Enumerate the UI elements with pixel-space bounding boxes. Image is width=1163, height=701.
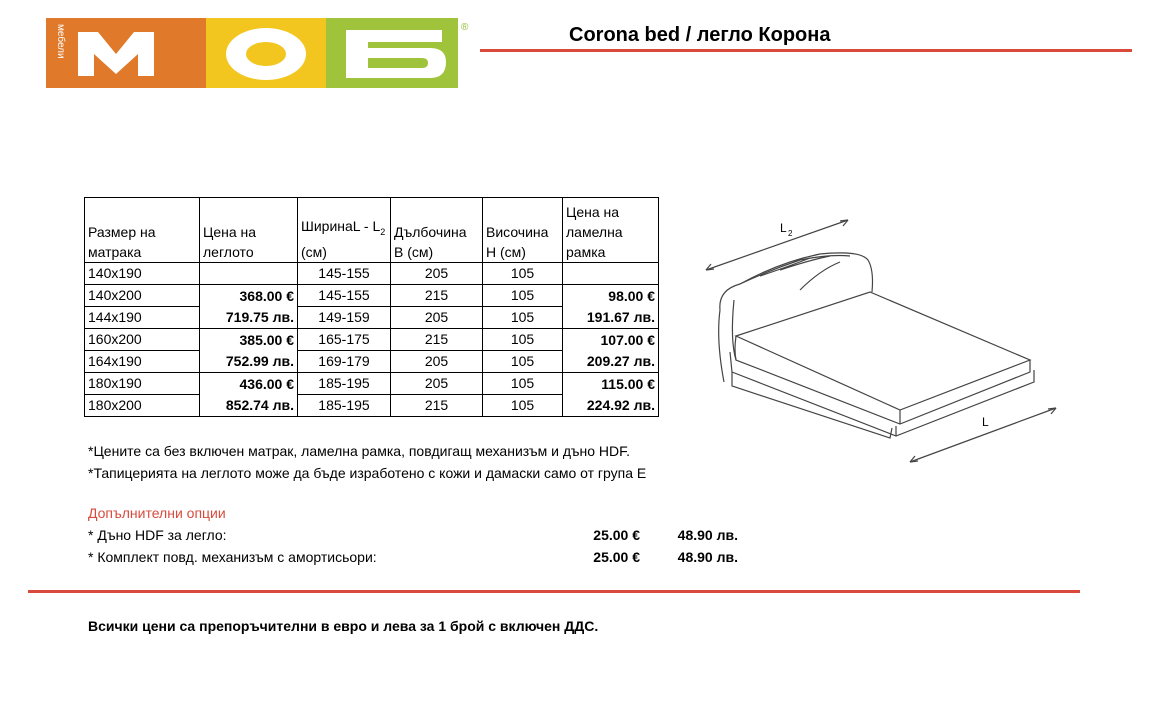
row-size: 144x190 bbox=[85, 307, 200, 329]
header-depth: Дълбочина B (см) bbox=[391, 198, 483, 263]
option-price-eur: 25.00 € bbox=[593, 527, 640, 543]
option-price-eur: 25.00 € bbox=[593, 549, 640, 565]
row-width: 185-195 bbox=[298, 395, 391, 417]
header-width bbox=[298, 198, 391, 263]
header-frame-price: Цена на ламелна рамка bbox=[563, 198, 659, 263]
row-width: 169-179 bbox=[298, 351, 391, 373]
frame-price-group-1 bbox=[563, 285, 659, 329]
row-height: 105 bbox=[483, 351, 563, 373]
option-label: * Комплект повд. механизъм с амортисьори: bbox=[88, 549, 377, 565]
header-width-label: ШиринаL - L bbox=[301, 218, 381, 235]
footer-note: Всички цени са препоръчителни в евро и лева за 1 брой с включен ДДС. bbox=[88, 618, 599, 634]
bed-drawing bbox=[700, 210, 1070, 470]
frame-cell-empty bbox=[563, 263, 659, 285]
price-table bbox=[84, 197, 659, 417]
table-row bbox=[85, 285, 659, 307]
frame-price-eur: 115.00 € bbox=[601, 375, 655, 392]
frame-price-group-2 bbox=[563, 329, 659, 373]
drawing-label-l: L bbox=[982, 415, 989, 429]
frame-price-eur: 107.00 € bbox=[600, 331, 655, 348]
option-row-hdf bbox=[88, 527, 738, 549]
title-divider bbox=[480, 49, 1132, 52]
note-line: *Тапицерията на леглото може да бъде изработено с кожи и дамаски само от група E bbox=[88, 465, 647, 481]
row-height: 105 bbox=[483, 395, 563, 417]
page-title: Corona bed / легло Корона bbox=[569, 24, 831, 46]
option-label: * Дъно HDF за легло: bbox=[88, 527, 227, 543]
row-depth: 205 bbox=[391, 373, 483, 395]
option-row-mechanism bbox=[88, 549, 738, 571]
row-width: 145-155 bbox=[298, 263, 391, 285]
header-size: Размер на матрака bbox=[85, 198, 200, 263]
row-width: 145-155 bbox=[298, 285, 391, 307]
option-price-lev: 48.90 лв. bbox=[677, 527, 738, 543]
bed-price-eur: 436.00 € bbox=[239, 375, 294, 392]
bed-price-lev: 719.75 лв. bbox=[225, 308, 294, 325]
row-width: 185-195 bbox=[298, 373, 391, 395]
note-line: *Цените са без включен матрак, ламелна рамка, повдигащ механизъм и дъно HDF. bbox=[88, 443, 630, 459]
drawing-label-l2-sub: 2 bbox=[788, 229, 793, 238]
row-height: 105 bbox=[483, 307, 563, 329]
price-cell-empty bbox=[200, 263, 298, 285]
header-width-sub: 2 bbox=[380, 227, 386, 237]
bed-price-eur: 385.00 € bbox=[239, 331, 294, 348]
frame-price-group-3 bbox=[563, 373, 659, 417]
row-depth: 205 bbox=[391, 263, 483, 285]
row-height: 105 bbox=[483, 263, 563, 285]
header-height: Височина H (см) bbox=[483, 198, 563, 263]
bed-price-lev: 752.99 лв. bbox=[225, 352, 294, 369]
bed-price-group-1 bbox=[200, 285, 298, 329]
bed-price-eur: 368.00 € bbox=[239, 287, 294, 304]
row-size: 140x190 bbox=[85, 263, 200, 285]
bed-price-group-2 bbox=[200, 329, 298, 373]
row-height: 105 bbox=[483, 329, 563, 351]
frame-price-lev: 224.92 лв. bbox=[586, 396, 655, 413]
frame-price-lev: 191.67 лв. bbox=[586, 308, 655, 325]
row-depth: 205 bbox=[391, 307, 483, 329]
row-size: 180x200 bbox=[85, 395, 200, 417]
row-size: 160x200 bbox=[85, 329, 200, 351]
table-header-row bbox=[85, 198, 659, 263]
frame-price-eur: 98.00 € bbox=[608, 287, 655, 304]
row-size: 180x190 bbox=[85, 373, 200, 395]
row-size: 164x190 bbox=[85, 351, 200, 373]
row-depth: 215 bbox=[391, 329, 483, 351]
header-price: Цена на леглото bbox=[200, 198, 298, 263]
table-row bbox=[85, 373, 659, 395]
row-depth: 215 bbox=[391, 395, 483, 417]
header-width-unit: (см) bbox=[301, 244, 327, 260]
option-price-lev: 48.90 лв. bbox=[677, 549, 738, 565]
table-row bbox=[85, 329, 659, 351]
bed-price-lev: 852.74 лв. bbox=[225, 396, 294, 413]
row-depth: 215 bbox=[391, 285, 483, 307]
bed-price-group-3 bbox=[200, 373, 298, 417]
row-width: 149-159 bbox=[298, 307, 391, 329]
table-row bbox=[85, 263, 659, 285]
company-logo bbox=[46, 18, 458, 88]
frame-price-lev: 209.27 лв. bbox=[586, 352, 655, 369]
row-size: 140x200 bbox=[85, 285, 200, 307]
row-depth: 205 bbox=[391, 351, 483, 373]
trademark-symbol: ® bbox=[461, 22, 469, 33]
footer-divider bbox=[28, 590, 1080, 593]
row-height: 105 bbox=[483, 373, 563, 395]
row-height: 105 bbox=[483, 285, 563, 307]
options-title: Допълнителни опции bbox=[88, 505, 226, 521]
row-width: 165-175 bbox=[298, 329, 391, 351]
logo-side-text: мебели bbox=[55, 24, 66, 59]
drawing-label-l2: L bbox=[780, 221, 787, 235]
notes bbox=[88, 440, 646, 484]
